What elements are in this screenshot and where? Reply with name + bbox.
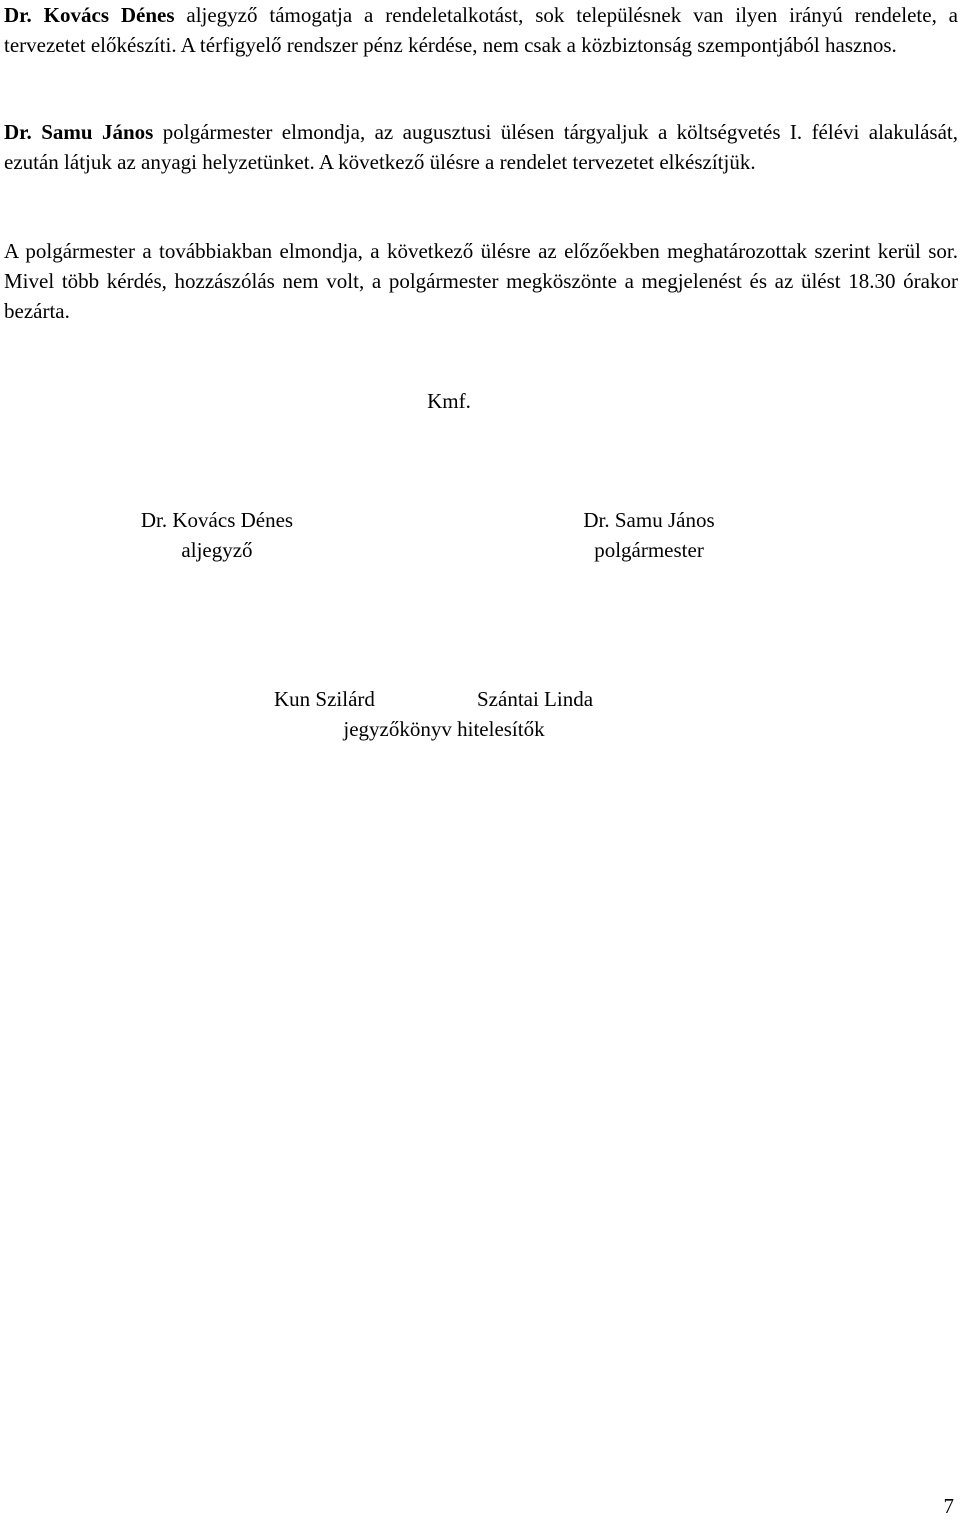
speaker-name-kovacs: Dr. Kovács Dénes — [4, 3, 175, 27]
signature-name: Dr. Kovács Dénes — [140, 508, 294, 532]
paragraph-text: polgármester elmondja, az augusztusi ülésen tárgyaljuk a költségvetés I. félévi alakulását, ezután látjuk az anyagi helyzetünket. A következő ülésre a rendelet tervezetet elkészítjük. — [4, 120, 958, 174]
signature-role: aljegyző — [181, 538, 253, 562]
document-page — [4, 0, 958, 1527]
authenticator-role: jegyzőkönyv hitelesítők — [343, 717, 545, 741]
kmf-label: Kmf. — [427, 389, 471, 413]
paragraph-aljegyzo-statement — [4, 0, 958, 60]
speaker-name-samu: Dr. Samu János — [4, 120, 154, 144]
signature-block-aljegyzo — [92, 505, 342, 565]
page-number: 7 — [943, 1494, 954, 1518]
paragraph-closing-statement — [4, 236, 958, 326]
signature-role: polgármester — [594, 538, 704, 562]
authenticator-name-2: Szántai Linda — [477, 687, 594, 711]
paragraph-polgarmester-statement — [4, 117, 958, 177]
signature-block-polgarmester — [524, 505, 774, 565]
paragraph-text: aljegyző támogatja a rendeletalkotást, sok településnek van ilyen irányú rendelete, a tervezetet előkészíti. A térfigyelő rendszer pénz kérdése, nem csak a közbiztonság szempontjából hasznos. — [4, 3, 958, 57]
signature-name: Dr. Samu János — [583, 508, 715, 532]
authenticator-name-1: Kun Szilárd — [274, 687, 375, 711]
paragraph-text: A polgármester a továbbiakban elmondja, a következő ülésre az előzőekben meghatározottak szerint kerül sor. Mivel több kérdés, hozzászólás nem volt, a polgármester megköszönte a megjelenést és az ülést 18.30 órakor bezárta. — [4, 239, 958, 323]
